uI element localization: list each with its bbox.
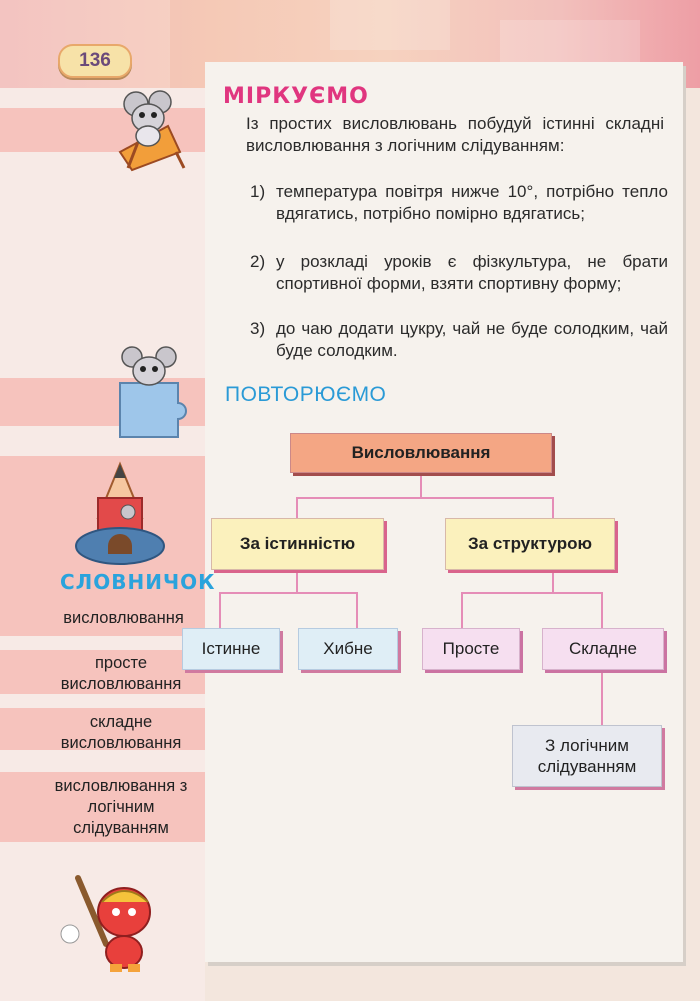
connector-line bbox=[356, 592, 358, 628]
diagram-implication-label: З логічним слідуванням bbox=[537, 736, 637, 776]
connector-line bbox=[552, 571, 554, 593]
vocabulary-title: СЛОВНИЧОК bbox=[60, 570, 216, 594]
connector-line bbox=[420, 474, 422, 498]
page-number-badge: 136 bbox=[58, 44, 132, 78]
diagram-root-box: Висловлювання bbox=[290, 433, 552, 473]
diagram-implication-box bbox=[512, 725, 662, 787]
task-item-number: 2) bbox=[250, 252, 266, 271]
task-intro: Із простих висловлювань побудуй істинні складні висловлювання з логічним слідуванням: bbox=[246, 114, 664, 155]
task-item-text: температура повітря нижче 10°, потрібно тепло вдягатись, потрібно помірно вдягатись; bbox=[276, 182, 668, 223]
connector-line bbox=[552, 497, 554, 518]
diagram-true-box: Істинне bbox=[182, 628, 280, 670]
diagram-complex-box: Складне bbox=[542, 628, 664, 670]
thinking-heading: МІРКУЄМО bbox=[223, 84, 369, 109]
task-item-text: у розкладі уроків є фізкультура, не брати спортивної форми, взяти спортивну форму; bbox=[276, 252, 668, 293]
connector-line bbox=[601, 592, 603, 628]
connector-line bbox=[296, 571, 298, 593]
task-item-number: 3) bbox=[250, 319, 266, 338]
connector-line bbox=[461, 592, 463, 628]
vocabulary-term: висловлювання bbox=[63, 609, 184, 627]
connector-line bbox=[296, 497, 298, 518]
repeat-heading: ПОВТОРЮЄМО bbox=[225, 383, 387, 406]
task-item-2 bbox=[250, 251, 668, 317]
connector-line bbox=[296, 497, 554, 499]
task-item-3 bbox=[250, 318, 668, 362]
pencil-house-illustration bbox=[70, 458, 170, 568]
task-item-number: 1) bbox=[250, 182, 266, 201]
task-item-1 bbox=[250, 181, 668, 247]
bear-baseball-illustration bbox=[48, 868, 178, 978]
vocabulary-term: просте висловлювання bbox=[60, 654, 182, 693]
diagram-by-structure-box: За структурою bbox=[445, 518, 615, 570]
diagram-false-box: Хибне bbox=[298, 628, 398, 670]
band-block bbox=[330, 0, 450, 50]
connector-line bbox=[219, 592, 358, 594]
mouse-puzzle-illustration bbox=[110, 345, 200, 440]
connector-line bbox=[219, 592, 221, 628]
mouse-deckchair-illustration bbox=[98, 82, 198, 172]
task-item-text: до чаю додати цукру, чай не буде солодким, чай буде солодким. bbox=[276, 319, 668, 360]
diagram-by-truth-box: За істинністю bbox=[211, 518, 384, 570]
diagram-simple-box: Просте bbox=[422, 628, 520, 670]
connector-line bbox=[601, 671, 603, 725]
connector-line bbox=[461, 592, 603, 594]
vocabulary-term: складне висловлювання bbox=[60, 713, 182, 752]
vocabulary-term: висловлювання з логічним слідуванням bbox=[54, 777, 188, 837]
